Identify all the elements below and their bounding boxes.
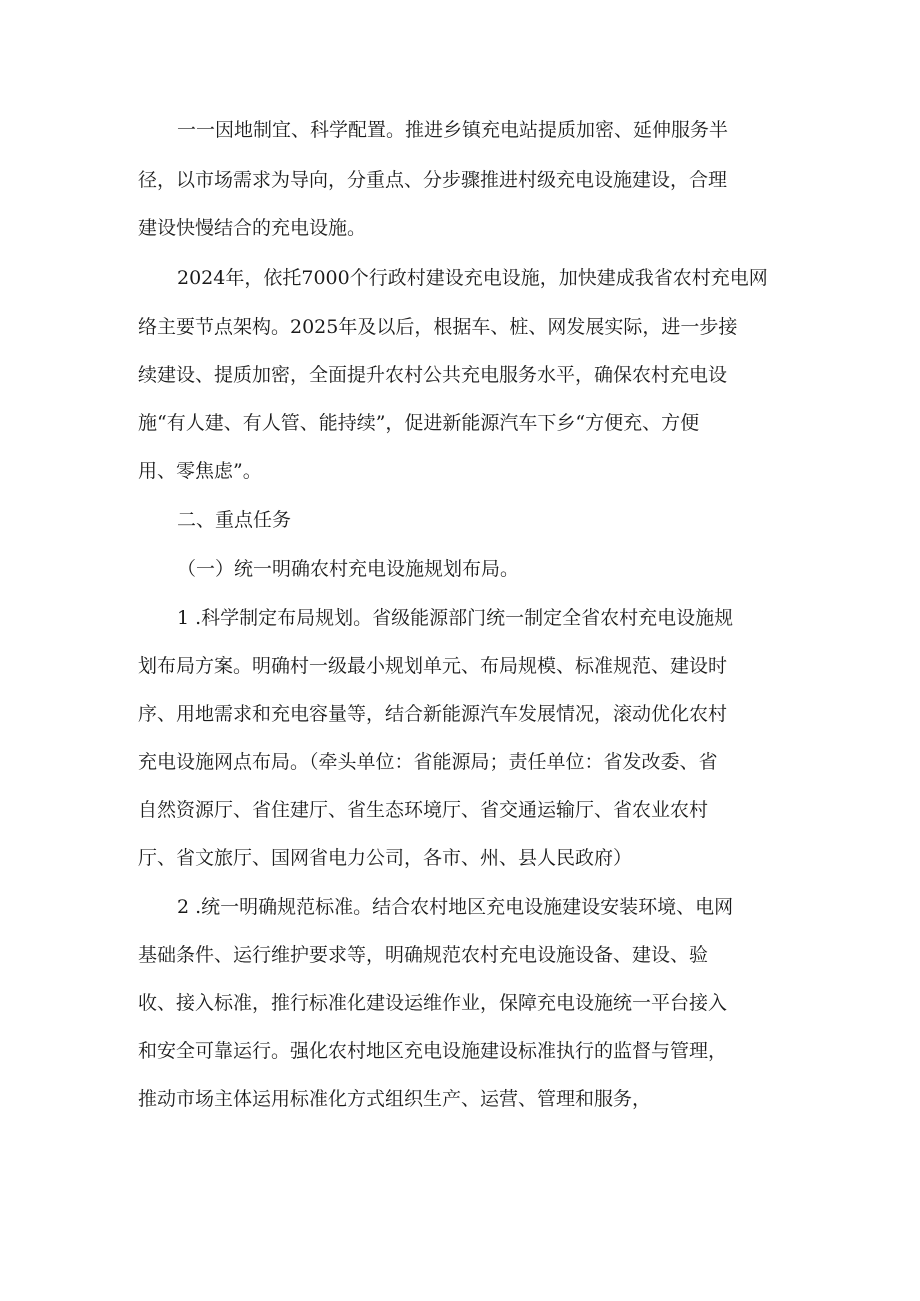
text-line: 厅、省文旅厅、国网省电力公司，各市、州、县人民政府） [138,847,633,869]
text-line: 推动市场主体运用标准化方式组织生产、运营、管理和服务， [138,1088,652,1110]
text-line: 基础条件、运行维护要求等，明确规范农村充电设施设备、建设、验 [138,944,709,966]
text-line: 径，以市场需求为导向，分重点、分步骤推进村级充电设施建设，合理 [138,169,728,191]
text-line: 建设快慢结合的充电设施。 [138,217,367,239]
text-line: 施“有人建、有人管、能持续”，促进新能源汽车下乡“方便充、方便 [138,412,700,434]
text-line: 2 .统一明确规范标准。结合农村地区充电设施建设安装环境、电网 [177,896,734,918]
text-line: 收、接入标准，推行标准化建设运维作业，保障充电设施统一平台接入 [138,992,728,1014]
text-line: 自然资源厅、省住建厅、省生态环境厅、省交通运输厅、省农业农村 [138,799,709,821]
text-line: 序、用地需求和充电容量等，结合新能源汽车发展情况，滚动优化农村 [138,703,728,725]
text-line: 充电设施网点布局。（牵头单位：省能源局；责任单位：省发改委、省 [138,751,718,773]
section-heading: 二、重点任务 [177,509,292,531]
text-line: 划布局方案。明确村一级最小规划单元、布局规模、标准规范、建设时 [138,655,728,677]
text-line: 用、零焦虑”。 [138,460,262,482]
text-line: 和安全可靠运行。强化农村地区充电设施建设标准执行的监督与管理， [138,1040,728,1062]
text-line: 2024年，依托7000个行政村建设充电设施，加快建成我省农村充电网 [177,267,768,289]
text-line: 一一因地制宜、科学配置。推进乡镇充电站提质加密、延伸服务半 [177,119,729,141]
text-line: 络主要节点架构。2025年及以后，根据车、桩、网发展实际，进一步接 [138,316,738,338]
text-line: 1 .科学制定布局规划。省级能源部门统一制定全省农村充电设施规 [177,607,734,629]
subsection-heading: （一）统一明确农村充电设施规划布局。 [177,558,520,580]
text-line: 续建设、提质加密，全面提升农村公共充电服务水平，确保农村充电设 [138,364,728,386]
